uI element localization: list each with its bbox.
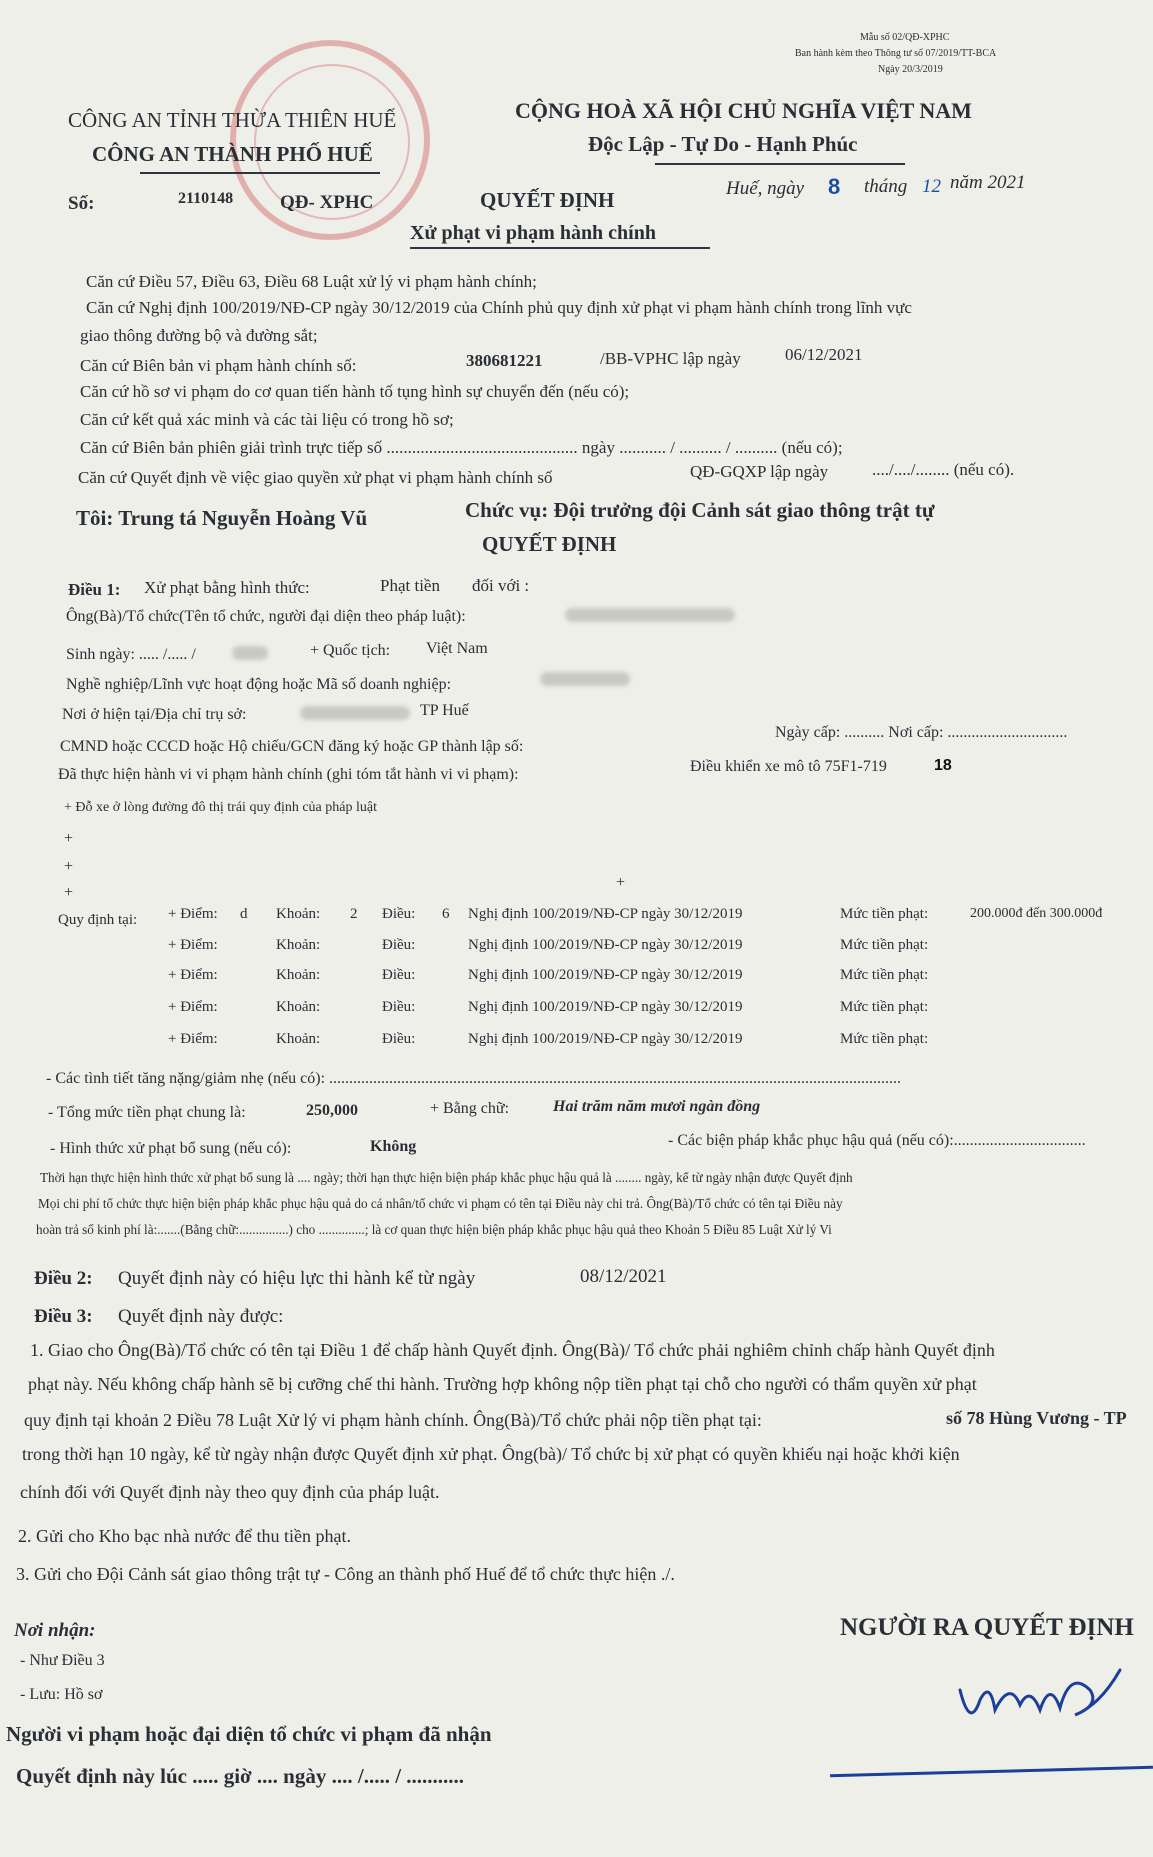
violation-vehicle: Điều khiển xe mô tô 75F1-719 bbox=[690, 758, 887, 775]
report-suffix: /BB-VPHC lập ngày bbox=[600, 349, 741, 368]
document-title: QUYẾT ĐỊNH bbox=[480, 188, 615, 212]
total-fine-value: 250,000 bbox=[306, 1102, 358, 1119]
regulations-label: Quy định tại: bbox=[58, 912, 138, 928]
basis-line-7: Căn cứ Biên bản phiên giải trình trực tiếp số ............................................. ngày ........... / .......... / .......... (nếu có); bbox=[80, 438, 843, 457]
signature bbox=[950, 1650, 1140, 1740]
payment-place: số 78 Hùng Vương - TP bbox=[946, 1408, 1127, 1428]
motto: Độc Lập - Tự Do - Hạnh Phúc bbox=[588, 132, 858, 156]
agency-line2: CÔNG AN THÀNH PHỐ HUẾ bbox=[92, 142, 373, 166]
receipt-line1: Người vi phạm hoặc đại diện tổ chức vi phạm đã nhận bbox=[6, 1722, 492, 1746]
agency-line1: CÔNG AN TỈNH THỪA THIÊN HUẾ bbox=[68, 108, 397, 132]
violation-act-label: Đã thực hiện hành vi vi phạm hành chính (ghi tóm tắt hành vi vi phạm): bbox=[58, 766, 519, 783]
fine-print-3: hoàn trả số kinh phí là:.......(Bằng chữ:...............) cho ..............; là cơ quan thực hiện biện pháp khắc phục hậu quả theo Khoản 5 Điều 85 Luật Xử lý Vi bbox=[36, 1222, 832, 1237]
date-month: 12 bbox=[922, 176, 941, 197]
nation-title: CỘNG HOÀ XÃ HỘI CHỦ NGHĨA VIỆT NAM bbox=[515, 98, 972, 123]
violation-item-4: + bbox=[64, 884, 74, 901]
basis-line-6: Căn cứ kết quả xác minh và các tài liệu có trong hồ sơ; bbox=[80, 410, 454, 429]
recipient-item-2: - Lưu: Hồ sơ bbox=[20, 1686, 103, 1703]
reg-dieu-value: 6 bbox=[442, 906, 450, 922]
occupation-redacted bbox=[540, 672, 630, 686]
officer-name: Tôi: Trung tá Nguyễn Hoàng Vũ bbox=[76, 506, 368, 530]
violator-label: Ông(Bà)/Tổ chức(Tên tổ chức, người đại diện theo pháp luật): bbox=[66, 608, 466, 625]
dob-label: Sinh ngày: ..... /..... / bbox=[66, 646, 196, 663]
total-fine-label: - Tổng mức tiền phạt chung là: bbox=[48, 1104, 246, 1121]
form-code-line2: Ban hành kèm theo Thông tư số 07/2019/TT-BCA bbox=[795, 48, 997, 59]
date-day: 8 bbox=[828, 174, 841, 199]
decision-code: QĐ- XPHC bbox=[280, 192, 374, 213]
reg-khoan-label: Khoản: bbox=[276, 967, 321, 983]
report-number: 380681221 bbox=[466, 351, 543, 370]
dob-redacted bbox=[232, 646, 268, 660]
reg-fine-label: Mức tiền phạt: bbox=[840, 999, 929, 1015]
reg-dieu-label: Điều: bbox=[382, 1031, 416, 1047]
reg-dieu-label: Điều: bbox=[382, 967, 416, 983]
id-label: CMND hoặc CCCD hoặc Hộ chiếu/GCN đăng ký hoặc GP thành lập số: bbox=[60, 738, 524, 755]
article3-p3: 3. Gửi cho Đội Cảnh sát giao thông trật tự - Công an thành phố Huế để tổ chức thực hiện ./. bbox=[16, 1564, 675, 1584]
receipt-line2: Quyết định này lúc ..... giờ .... ngày .... /..... / ........... bbox=[16, 1764, 465, 1788]
signature-line bbox=[830, 1766, 1153, 1777]
total-words: Hai trăm năm mươi ngàn đồng bbox=[553, 1098, 761, 1115]
penalty-form: Phạt tiền bbox=[380, 576, 440, 595]
reg-decree: Nghị định 100/2019/NĐ-CP ngày 30/12/2019 bbox=[468, 967, 743, 983]
number-label: Số: bbox=[68, 193, 95, 214]
reg-fine-label: Mức tiền phạt: bbox=[840, 937, 929, 953]
date-month-label: tháng bbox=[864, 176, 908, 197]
circumstances-line: - Các tình tiết tăng nặng/giảm nhẹ (nếu có): ............................................................................................................................................... bbox=[46, 1070, 902, 1087]
address-redacted bbox=[300, 706, 410, 720]
article3-p1-line5: chính đối với Quyết định này theo quy định của pháp luật. bbox=[20, 1482, 440, 1502]
reg-fine-label: Mức tiền phạt: bbox=[840, 1031, 929, 1047]
article1-lead: Điều 1: bbox=[68, 580, 121, 599]
article3-p1-line3: quy định tại khoản 2 Điều 78 Luật Xử lý vi phạm hành chính. Ông(Bà)/Tổ chức phải nộp tiền phạt tại: bbox=[24, 1410, 762, 1430]
nationality-label: + Quốc tịch: bbox=[310, 642, 391, 659]
article3-p1-line4: trong thời hạn 10 ngày, kể từ ngày nhận được Quyết định xử phạt. Ông(bà)/ Tổ chức bị xử phạt có quyền khiếu nại hoặc khởi kiện bbox=[22, 1444, 960, 1464]
penalty-for: đối với : bbox=[472, 576, 530, 595]
issue-date: Ngày cấp: .......... Nơi cấp: .............................. bbox=[775, 724, 1068, 741]
decision-heading: QUYẾT ĐỊNH bbox=[482, 532, 617, 556]
article3-p1-line2: phạt này. Nếu không chấp hành sẽ bị cưỡng chế thi hành. Trường hợp không nộp tiền phạt tại chỗ cho người có thẩm quyền xử phạt bbox=[28, 1374, 977, 1394]
violation-item-2: + bbox=[64, 830, 74, 847]
decision-number: 2110148 bbox=[178, 190, 234, 207]
reg-dieu-label: Điều: bbox=[382, 937, 416, 953]
form-code-line1: Mẫu số 02/QĐ-XPHC bbox=[860, 32, 950, 43]
signer-title: NGƯỜI RA QUYẾT ĐỊNH bbox=[840, 1614, 1134, 1641]
delegation-code: QĐ-GQXP lập ngày bbox=[690, 462, 829, 481]
violation-item-extra: + bbox=[616, 874, 626, 891]
total-words-label: + Bằng chữ: bbox=[430, 1100, 510, 1117]
recipient-item-1: - Như Điều 3 bbox=[20, 1652, 105, 1669]
reg-khoan-label: Khoản: bbox=[276, 906, 321, 922]
violation-item-1: + Đỗ xe ở lòng đường đô thị trái quy định của pháp luật bbox=[64, 800, 377, 815]
additional-penalty-value: Không bbox=[370, 1138, 417, 1155]
occupation-label: Nghề nghiệp/Lĩnh vực hoạt động hoặc Mã số doanh nghiệp: bbox=[66, 676, 452, 693]
reg-decree: Nghị định 100/2019/NĐ-CP ngày 30/12/2019 bbox=[468, 906, 743, 922]
article2-text: Quyết định này có hiệu lực thi hành kể từ ngày bbox=[118, 1268, 476, 1289]
fine-print-1: Thời hạn thực hiện hình thức xử phạt bổ sung là .... ngày; thời hạn thực hiện biện pháp khắc phục hậu quả là ........ ngày, kể từ ngày nhận được Quyết định bbox=[40, 1170, 853, 1185]
violation-item-3: + bbox=[64, 858, 74, 875]
delegation-rest: ..../..../........ (nếu có). bbox=[872, 460, 1015, 479]
agency-underline bbox=[140, 172, 380, 174]
address-label: Nơi ở hiện tại/Địa chỉ trụ sở: bbox=[62, 706, 247, 723]
reg-decree: Nghị định 100/2019/NĐ-CP ngày 30/12/2019 bbox=[468, 937, 743, 953]
reg-diem-label: + Điểm: bbox=[168, 906, 218, 922]
subtitle-underline bbox=[410, 247, 710, 249]
effective-date: 08/12/2021 bbox=[580, 1266, 667, 1287]
basis-line-8: Căn cứ Quyết định về việc giao quyền xử phạt vi phạm hành chính số bbox=[78, 468, 553, 487]
reg-khoan-value: 2 bbox=[350, 906, 358, 922]
officer-position: Chức vụ: Đội trưởng đội Cảnh sát giao thông trật tự bbox=[465, 498, 935, 522]
date-year: năm 2021 bbox=[950, 172, 1026, 193]
reg-decree: Nghị định 100/2019/NĐ-CP ngày 30/12/2019 bbox=[468, 1031, 743, 1047]
vehicle-plate-tail: 18 bbox=[934, 757, 952, 774]
reg-khoan-label: Khoản: bbox=[276, 937, 321, 953]
reg-khoan-label: Khoản: bbox=[276, 1031, 321, 1047]
remedy-label: - Các biện pháp khắc phục hậu quả (nếu có):................................. bbox=[668, 1132, 1086, 1149]
reg-decree: Nghị định 100/2019/NĐ-CP ngày 30/12/2019 bbox=[468, 999, 743, 1015]
violator-name-redacted bbox=[565, 608, 735, 622]
reg-fine-label: Mức tiền phạt: bbox=[840, 967, 929, 983]
basis-line-1: Căn cứ Điều 57, Điều 63, Điều 68 Luật xử lý vi phạm hành chính; bbox=[86, 272, 537, 291]
fine-print-2: Mọi chi phí tổ chức thực hiện biện pháp khắc phục hậu quả do cá nhân/tổ chức vi phạm có tên tại Điều này chi trả. Ông(Bà)/Tổ chức có tên tại Điều này bbox=[38, 1196, 843, 1211]
reg-dieu-label: Điều: bbox=[382, 999, 416, 1015]
article1-text: Xử phạt bằng hình thức: bbox=[144, 578, 310, 597]
reg-diem-label: + Điểm: bbox=[168, 999, 218, 1015]
article3-lead: Điều 3: bbox=[34, 1306, 93, 1327]
date-prefix: Huế, ngày bbox=[726, 178, 805, 199]
article3-p1-line1: 1. Giao cho Ông(Bà)/Tổ chức có tên tại Điều 1 để chấp hành Quyết định. Ông(Bà)/ Tổ chức phải nghiêm chỉnh chấp hành Quyết định bbox=[30, 1340, 995, 1360]
additional-penalty-label: - Hình thức xử phạt bổ sung (nếu có): bbox=[50, 1140, 292, 1157]
basis-line-2: Căn cứ Nghị định 100/2019/NĐ-CP ngày 30/12/2019 của Chính phủ quy định xử phạt vi phạm hành chính trong lĩnh vực bbox=[86, 298, 912, 317]
address-city: TP Huế bbox=[420, 702, 469, 719]
basis-line-4: Căn cứ Biên bản vi phạm hành chính số: bbox=[80, 356, 357, 375]
document-subtitle: Xử phạt vi phạm hành chính bbox=[410, 222, 656, 244]
reg-diem-label: + Điểm: bbox=[168, 967, 218, 983]
motto-underline bbox=[655, 163, 905, 165]
report-date: 06/12/2021 bbox=[785, 345, 863, 364]
reg-khoan-label: Khoản: bbox=[276, 999, 321, 1015]
basis-line-5: Căn cứ hồ sơ vi phạm do cơ quan tiến hành tố tụng hình sự chuyển đến (nếu có); bbox=[80, 382, 630, 401]
reg-diem-label: + Điểm: bbox=[168, 1031, 218, 1047]
reg-dieu-label: Điều: bbox=[382, 906, 416, 922]
article3-text: Quyết định này được: bbox=[118, 1306, 284, 1327]
reg-diem-label: + Điểm: bbox=[168, 937, 218, 953]
nationality-value: Việt Nam bbox=[426, 640, 488, 657]
recipients-title: Nơi nhận: bbox=[14, 1620, 96, 1641]
reg-diem-value: d bbox=[240, 906, 248, 922]
basis-line-3: giao thông đường bộ và đường sắt; bbox=[80, 326, 318, 345]
reg-fine-value: 200.000đ đến 300.000đ bbox=[970, 906, 1103, 921]
reg-fine-label: Mức tiền phạt: bbox=[840, 906, 929, 922]
form-code-line3: Ngày 20/3/2019 bbox=[878, 64, 943, 75]
article3-p2: 2. Gửi cho Kho bạc nhà nước để thu tiền phạt. bbox=[18, 1526, 351, 1546]
article2-lead: Điều 2: bbox=[34, 1268, 93, 1289]
